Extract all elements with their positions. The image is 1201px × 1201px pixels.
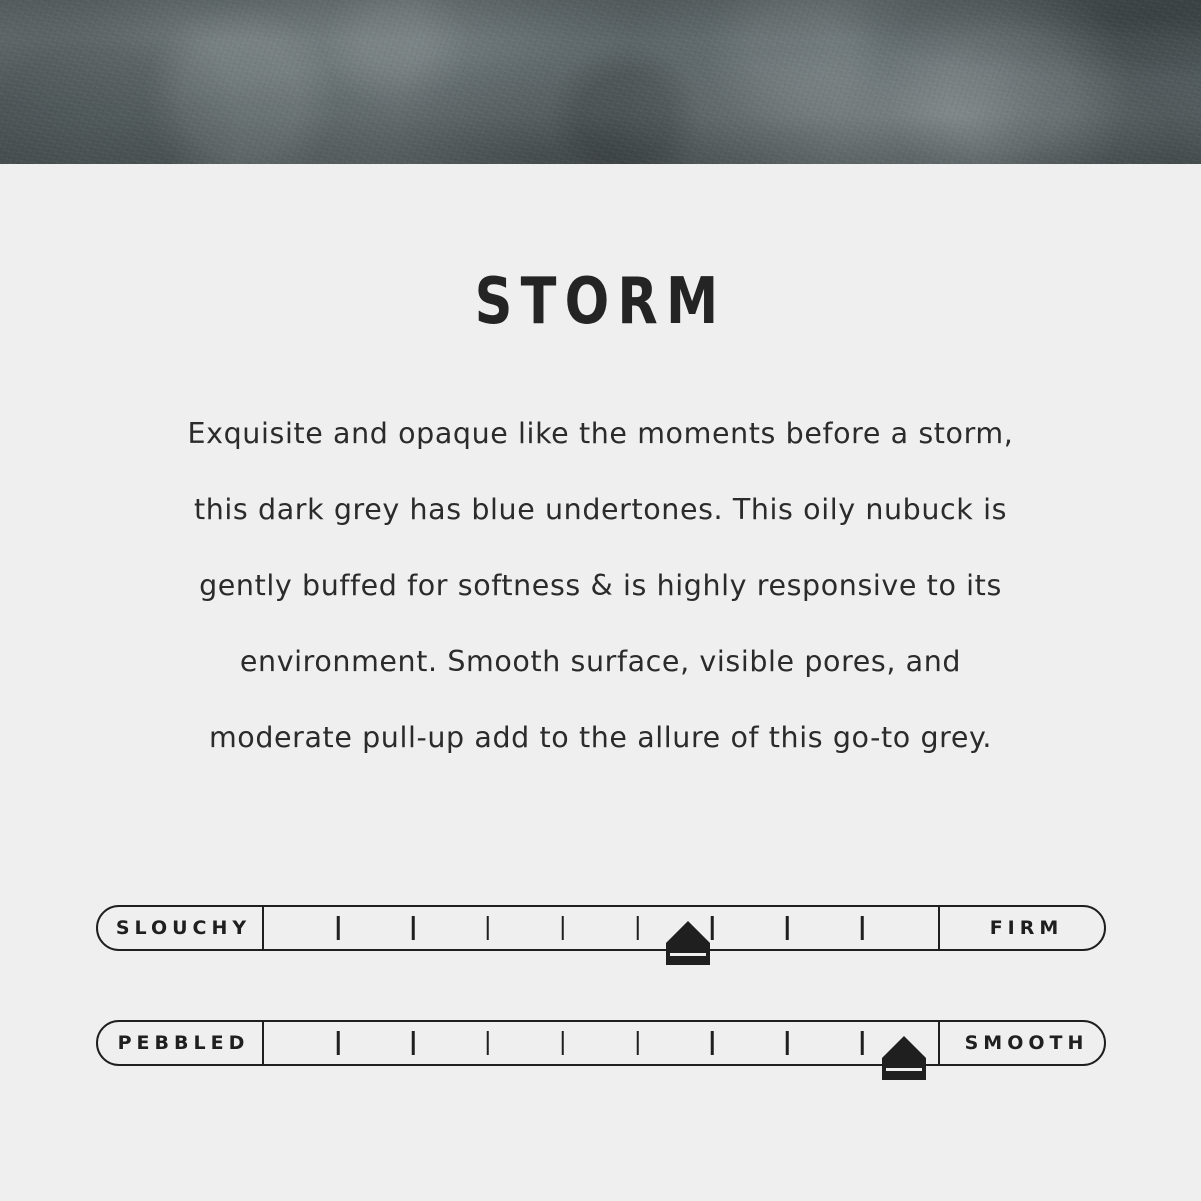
scale-texture (96, 1020, 1106, 1066)
scale-structure (96, 905, 1106, 951)
texture-marker[interactable] (882, 1036, 926, 1080)
structure-marker[interactable] (666, 921, 710, 965)
tick-mark (861, 1031, 864, 1055)
scale-ticks (264, 905, 938, 951)
marker-slot (670, 953, 706, 956)
scale-left-label: PEBBLED (96, 1020, 264, 1066)
tick-mark (337, 916, 340, 940)
marker-slot (886, 1068, 922, 1071)
tick-mark (487, 916, 490, 940)
scale-left-label: SLOUCHY (96, 905, 264, 951)
tick-mark (786, 1031, 789, 1055)
tick-mark (636, 916, 639, 940)
swatch-vignette-layer (0, 0, 1201, 164)
tick-mark (562, 1031, 565, 1055)
marker-head-icon (666, 921, 710, 943)
leather-swatch-image (0, 0, 1201, 164)
tick-mark (412, 1031, 415, 1055)
marker-head-icon (882, 1036, 926, 1058)
scale-right-label: SMOOTH (938, 1020, 1106, 1066)
description-text: Exquisite and opaque like the moments before a storm, this dark grey has blue undertones. This oily nubuck is gently buffed for softness & is highly responsive to its environment. Smooth surface, visible pores, and moderate pull-up add to the allure of this go-to grey. (187, 417, 1014, 754)
scales-group (0, 905, 1201, 1066)
tick-mark (562, 916, 565, 940)
tick-mark (636, 1031, 639, 1055)
tick-mark (861, 916, 864, 940)
tick-mark (487, 1031, 490, 1055)
scale-right-label: FIRM (938, 905, 1106, 951)
scale-ticks (264, 1020, 938, 1066)
tick-mark (711, 1031, 714, 1055)
tick-mark (337, 1031, 340, 1055)
tick-mark (786, 916, 789, 940)
tick-mark (412, 916, 415, 940)
tick-mark (711, 916, 714, 940)
page-title: STORM (474, 265, 727, 339)
